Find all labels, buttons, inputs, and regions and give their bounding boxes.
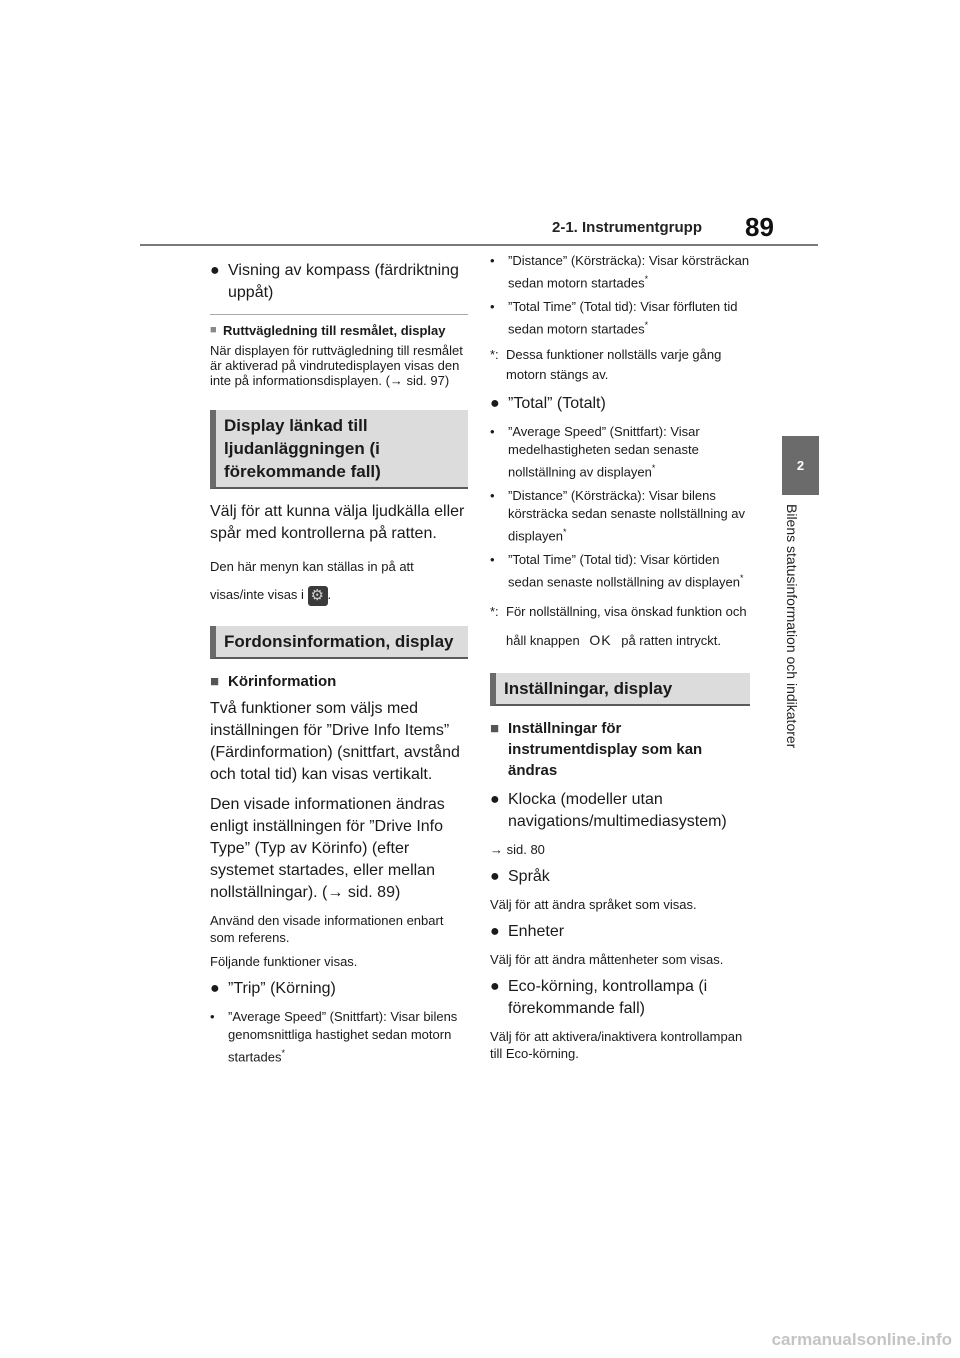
sub-bullet: • xyxy=(490,253,495,268)
trip-average-speed-text: ”Average Speed” (Snittfart): Visar bilens genomsnittliga hastighet sedan motorn startades* xyxy=(228,1009,458,1065)
bullet-icon: ● xyxy=(490,867,500,885)
left-column xyxy=(210,252,468,1072)
eco-bullet xyxy=(490,976,750,1020)
vehicle-info-heading: Fordonsinformation, display xyxy=(210,626,468,659)
drive-info-paragraph-2: Den visade informationen ändras enligt inställningen för ”Drive Info Type” (Typ av Körinfo) (efter systemet startades, eller mellan nollställningar). (→ sid. 89) xyxy=(210,796,445,901)
header-divider xyxy=(140,244,818,246)
audio-text: Välj för att kunna välja ljudkälla eller spår med kontrollerna på ratten. xyxy=(210,503,465,542)
eco-description: Välj för att aktivera/inaktivera kontrollampan till Eco-körning. xyxy=(490,1028,743,1061)
divider xyxy=(210,314,468,315)
total-total-time-text: ”Total Time” (Total tid): Visar körtiden sedan senaste nollställning av displayen* xyxy=(508,552,744,590)
units-description: Välj för att ändra måttenheter som visas. xyxy=(490,951,724,967)
route-heading xyxy=(210,323,468,338)
total-distance xyxy=(490,487,750,545)
sub-bullet: • xyxy=(210,1009,215,1024)
reference-text: Använd den visade informationen enbart som referens. xyxy=(210,913,444,945)
clock-bullet xyxy=(490,789,750,833)
menu-text-main: Den här menyn kan ställas in på att visas/inte visas i xyxy=(210,559,414,602)
total-average-speed-text: ”Average Speed” (Snittfart): Visar medelhastigheten sedan senaste nollställning av displayen* xyxy=(508,423,700,479)
total-average-speed xyxy=(490,423,750,481)
bullet-icon: ● xyxy=(210,262,220,279)
clock-reference: → sid. 80 xyxy=(490,841,545,857)
compass-bullet xyxy=(210,260,468,304)
total-text: ”Total” (Totalt) xyxy=(508,394,606,412)
sub-bullet: • xyxy=(490,423,495,439)
eco-text: Eco-körning, kontrollampa (i förekommande fall) xyxy=(508,977,708,1017)
bullet-icon: ● xyxy=(490,977,500,995)
bullet-icon: ● xyxy=(490,790,500,808)
units-text: Enheter xyxy=(508,922,565,940)
sub-bullet: • xyxy=(490,299,495,315)
footnote-ok-text: För nollställning, visa önskad funktion och håll knappen OK på ratten intryckt. xyxy=(506,598,750,655)
footnote-marker: *: xyxy=(490,603,499,619)
footnote-reset xyxy=(490,345,750,385)
chapter-side-title: Bilens statusinformation och indikatorer xyxy=(784,504,800,749)
settings-heading xyxy=(490,718,750,781)
language-text: Språk xyxy=(508,867,550,885)
square-icon: ■ xyxy=(210,324,217,336)
ok-button-icon: OK xyxy=(589,631,612,648)
page-number: 89 xyxy=(745,212,774,242)
bullet-icon: ● xyxy=(490,394,500,412)
trip-bullet xyxy=(210,978,468,1000)
footnote-marker: *: xyxy=(490,346,499,362)
trip-distance xyxy=(490,252,750,292)
total-bullet xyxy=(490,393,750,415)
chapter-tab xyxy=(782,436,819,495)
sub-bullet: • xyxy=(490,487,495,503)
trip-average-speed xyxy=(210,1008,468,1066)
bullet-icon: ● xyxy=(210,980,220,997)
bullet-icon: ● xyxy=(490,922,500,940)
language-description: Välj för att ändra språket som visas. xyxy=(490,896,697,912)
square-icon: ■ xyxy=(210,673,220,690)
compass-text: Visning av kompass (färdriktning uppåt) xyxy=(228,262,459,301)
route-text: När displayen för ruttvägledning till resmålet är aktiverad på vindrutedisplayen visas den inte på informationsdisplayen. (→ sid. 97) xyxy=(210,343,463,388)
menu-text xyxy=(210,553,468,609)
right-column xyxy=(490,252,750,1069)
drive-info-heading-text: Körinformation xyxy=(228,673,337,690)
menu-text-end: . xyxy=(327,587,332,602)
following-text: Följande funktioner visas. xyxy=(210,954,358,969)
footnote-ok xyxy=(490,598,750,655)
total-total-time xyxy=(490,551,750,591)
units-bullet xyxy=(490,921,750,943)
settings-heading-text: Inställningar för instrumentdisplay som kan ändras xyxy=(508,719,703,779)
drive-info-paragraph-1: Två funktioner som väljs med inställningen för ”Drive Info Items” (Färdinformation) (snittfart, avstånd och total tid) kan visas vertikalt. xyxy=(210,700,460,783)
chapter-number: 2 xyxy=(796,458,805,473)
gear-icon xyxy=(308,586,328,606)
section-title: 2-1. Instrumentgrupp xyxy=(552,219,703,236)
sub-bullet: • xyxy=(490,552,495,568)
clock-text: Klocka (modeller utan navigations/multimediasystem) xyxy=(508,790,727,830)
square-icon: ■ xyxy=(490,719,500,737)
language-bullet xyxy=(490,866,750,888)
settings-section-heading: Inställningar, display xyxy=(490,673,750,706)
trip-distance-text: ”Distance” (Körsträcka): Visar körsträckan sedan motorn startades* xyxy=(508,253,750,291)
trip-total-time xyxy=(490,298,750,338)
drive-info-heading xyxy=(210,671,468,692)
trip-total-time-text: ”Total Time” (Total tid): Visar förfluten tid sedan motorn startades* xyxy=(508,299,738,337)
audio-section-heading: Display länkad till ljudanläggningen (i förekommande fall) xyxy=(210,410,468,489)
total-distance-text: ”Distance” (Körsträcka): Visar bilens körsträcka sedan senaste nollställning av displayen* xyxy=(508,487,746,544)
footnote-reset-text: Dessa funktioner nollställs varje gång motorn stängs av. xyxy=(506,346,722,382)
route-heading-text: Ruttvägledning till resmålet, display xyxy=(223,323,446,338)
trip-text: ”Trip” (Körning) xyxy=(228,980,336,997)
watermark: carmanualsonline.info xyxy=(771,1330,952,1349)
